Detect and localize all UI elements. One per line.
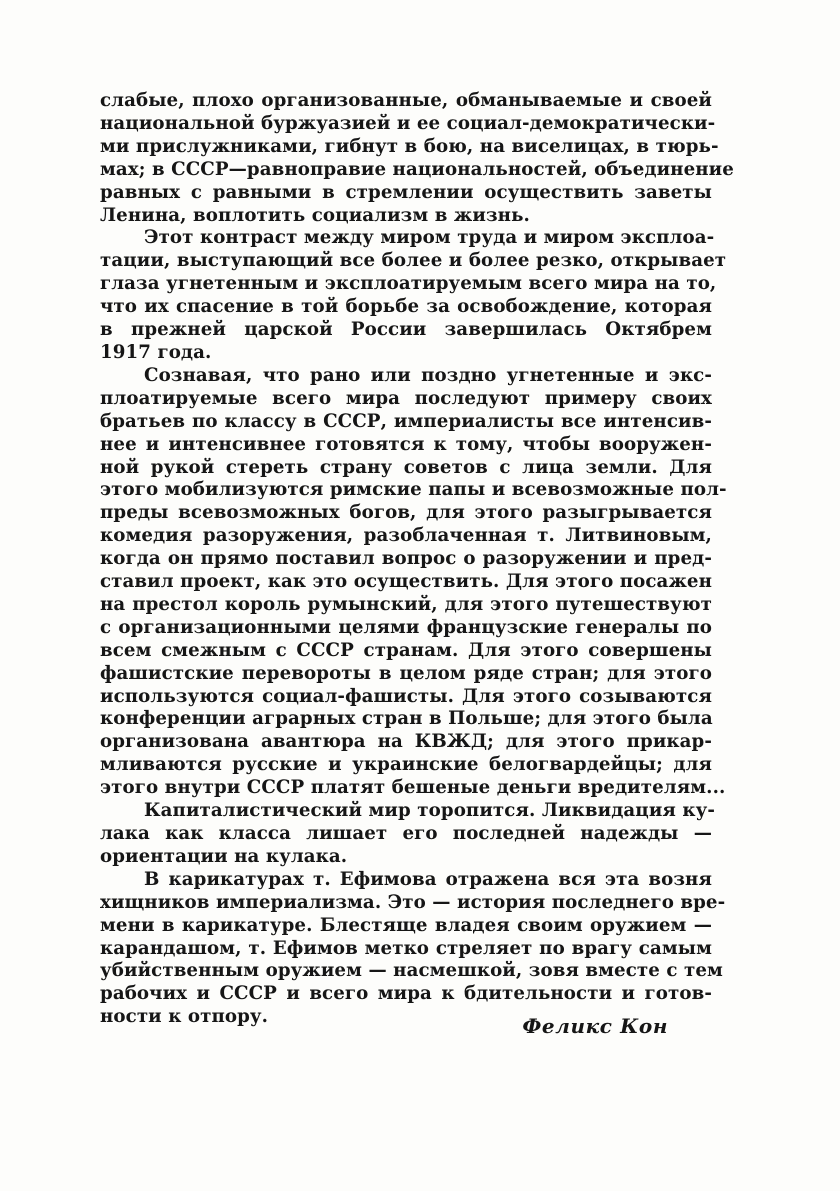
text-line: ми прислужниками, гибнут в бою, на виселицах, в тюрь- — [100, 135, 719, 157]
text-line: этого внутри СССР платят бешеные деньги вредителям... — [100, 777, 726, 799]
text-line: мах; в СССР—равноправие национальностей, объединение — [100, 158, 734, 180]
text-line: В карикатурах т. Ефимова отражена вся эта возня — [144, 868, 712, 890]
paragraph-3 — [100, 364, 727, 800]
text-line: комедия разоружения, разоблаченная т. Литвиновым, — [100, 525, 712, 547]
text-line: убийственным оружием — насмешкой, зовя вместе с тем — [100, 960, 723, 982]
text-line: глаза угнетенным и эксплоатируемым всего мира на то, — [100, 273, 717, 295]
text-line: в прежней царской России завершилась Октябрем — [100, 319, 712, 341]
text-line: ности к отпору. — [100, 1006, 269, 1028]
text-line: всем смежным с СССР странам. Для этого совершены — [100, 639, 712, 661]
body-text — [100, 90, 734, 1029]
text-line: мливаются русские и украинские белогвардейцы; для — [100, 754, 712, 776]
text-line: слабые, плохо организованные, обманываемые и своей — [100, 90, 712, 111]
text-line: что их спасение в той борьбе за освобождение, которая — [100, 296, 712, 318]
text-line: организована авантюра на КВЖД; для этого прикар- — [100, 731, 712, 753]
text-line: лака как класса лишает его последней надежды — — [100, 823, 712, 844]
text-line: тации, выступающий все более и более резко, открывает — [100, 250, 727, 272]
text-line: Ленина, воплотить социализм в жизнь. — [100, 204, 530, 226]
text-line: мени в карикатуре. Блестяще владея своим оружием — — [100, 914, 712, 936]
text-line: равных с равными в стремлении осуществить заветы — [100, 181, 712, 203]
text-line: когда он прямо поставил вопрос о разоружении и пред- — [100, 548, 712, 570]
text-line: ставил проект, как это осуществить. Для этого посажен — [100, 571, 712, 593]
paragraph-2 — [100, 227, 727, 364]
text-line: ориентации на кулака. — [100, 845, 348, 867]
text-line: на престол король румынский, для этого путешествуют — [100, 593, 712, 615]
text-line: используются социал-фашисты. Для этого созываются — [100, 685, 712, 707]
text-line: Сознавая, что рано или поздно угнетенные и экс- — [144, 364, 712, 386]
text-line: преды всевозможных богов, для этого разыгрывается — [100, 502, 712, 524]
text-line: этого мобилизуются римские папы и всевозможные пол- — [100, 479, 727, 501]
text-line: Этот контраст между миром труда и миром эксплоа- — [144, 227, 715, 249]
text-line: плоатируемые всего мира последуют примеру своих — [100, 387, 712, 409]
paragraph-4 — [100, 800, 716, 869]
text-line: рабочих и СССР и всего мира к бдительности и готов- — [100, 983, 712, 1005]
paragraph-5 — [100, 868, 726, 1029]
paragraph-1 — [100, 90, 734, 227]
text-line: хищников империализма. Это — история последнего вре- — [100, 891, 726, 913]
text-line: 1917 года. — [100, 341, 212, 363]
text-line: братьев по классу в СССР, империалисты все интенсив- — [100, 410, 712, 432]
author-signature: Феликс Кон — [522, 1014, 668, 1038]
text-line: с организационными целями французские генералы по — [100, 616, 712, 638]
text-line: национальной буржуазией и ее социал-демократически- — [100, 112, 716, 134]
text-line: ной рукой стереть страну советов с лица земли. Для — [100, 456, 712, 478]
text-line: нее и интенсивнее готовятся к тому, чтобы вооружен- — [100, 433, 712, 455]
text-line: фашистские перевороты в целом ряде стран; для этого — [100, 662, 712, 684]
text-line: карандашом, т. Ефимов метко стреляет по врагу самым — [100, 937, 712, 959]
text-line: Капиталистический мир торопится. Ликвидация ку- — [144, 800, 716, 822]
text-line: конференции аграрных стран в Польше; для этого была — [100, 708, 713, 730]
